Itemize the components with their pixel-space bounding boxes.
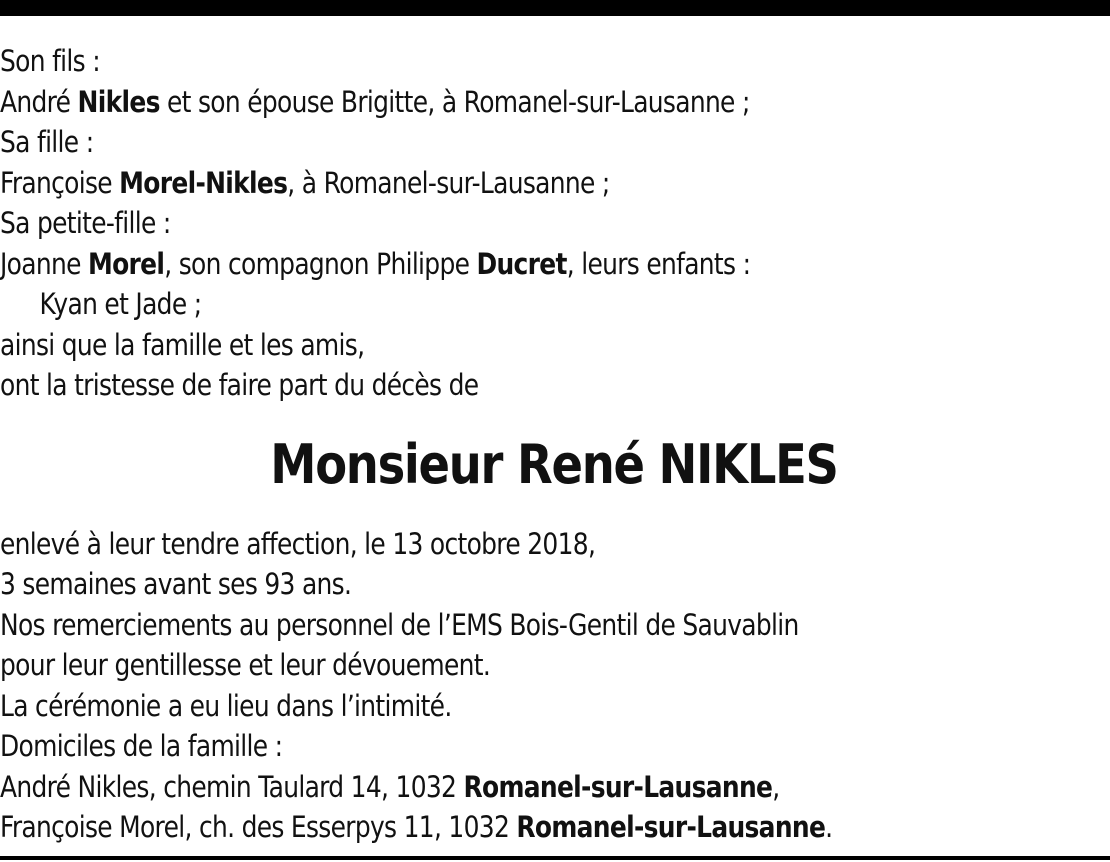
age-line: 3 semaines avant ses 93 ans. — [0, 567, 352, 601]
address-2-town: Romanel-sur-Lausanne — [516, 810, 826, 844]
daughter-label: Sa fille : — [0, 125, 94, 159]
death-notice — [0, 41, 1110, 848]
thanks-line: Nos remerciements au personnel de l’EMS Bois-Gentil de Sauvablin — [0, 607, 799, 642]
granddaughter-surname: Morel — [87, 246, 165, 281]
daughter-first-name: Françoise — [0, 165, 120, 200]
address-1-town: Romanel-sur-Lausanne — [463, 769, 773, 804]
great-grandchildren-line: Kyan et Jade ; — [39, 287, 202, 321]
address-2-street: Françoise Morel, ch. des Esserpys 11, 1032 — [0, 810, 517, 844]
top-rule — [0, 0, 1110, 16]
address-line-2 — [0, 807, 955, 848]
death-date-line: enlevé à leur tendre affection, le 13 octobre 2018, — [0, 526, 596, 561]
granddaughter-line — [0, 244, 955, 285]
family-line: ainsi que la famille et les amis, — [0, 327, 365, 362]
domiciles-label: Domiciles de la famille : — [0, 729, 283, 763]
partner-surname: Ducret — [476, 246, 567, 281]
address-2-end: . — [825, 810, 833, 844]
address-1-end: , — [772, 769, 780, 804]
bottom-rule — [0, 856, 1110, 860]
address-1-street: André Nikles, chemin Taulard 14, 1032 — [0, 769, 464, 804]
son-surname: Nikles — [77, 84, 160, 119]
son-label: Son fils : — [0, 44, 100, 78]
ceremony-line: La cérémonie a eu lieu dans l’intimité. — [0, 688, 452, 723]
son-first-name: André — [0, 84, 78, 119]
granddaughter-partner: , son compagnon Philippe — [164, 246, 477, 281]
daughter-line — [0, 163, 955, 204]
address-line-1 — [0, 767, 955, 808]
daughter-surname: Morel-Nikles — [119, 165, 288, 200]
granddaughter-details: , leurs enfants : — [566, 246, 751, 281]
granddaughter-label: Sa petite-fille : — [0, 206, 171, 240]
deceased-name: Monsieur René NIKLES — [270, 432, 838, 496]
son-details: et son épouse Brigitte, à Romanel-sur-Lausanne ; — [159, 84, 750, 119]
granddaughter-first-name: Joanne — [0, 246, 88, 281]
son-line — [0, 82, 955, 123]
announcement-line: ont la tristesse de faire part du décès de — [0, 368, 479, 402]
daughter-details: , à Romanel-sur-Lausanne ; — [287, 165, 610, 200]
thanks-line-continued: pour leur gentillesse et leur dévouement. — [0, 648, 491, 682]
